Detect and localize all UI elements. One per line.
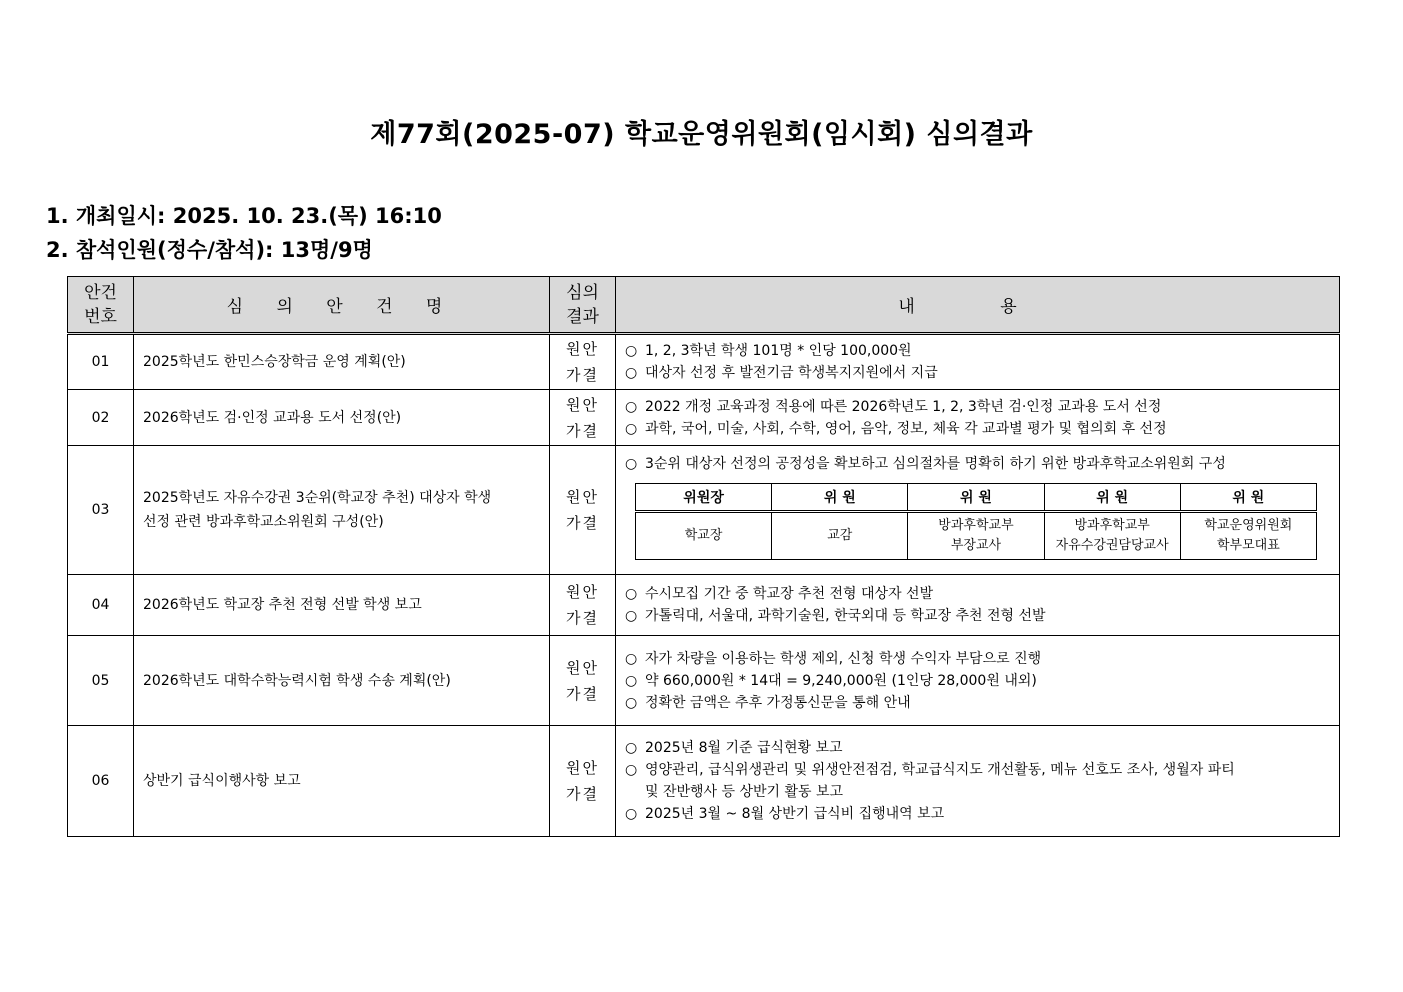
item-name-text: 2025학년도 한민스승장학금 운영 계획(안) — [143, 354, 406, 370]
item-content — [616, 446, 1340, 575]
table-row — [68, 575, 1340, 636]
item-content — [616, 390, 1340, 446]
result-text: 원안 — [566, 395, 599, 414]
item-content — [616, 334, 1340, 390]
item-name-text: 2026학년도 대학수학능력시험 학생 수송 계획(안) — [143, 672, 451, 689]
result-text: 원안 — [566, 340, 599, 358]
content-line — [625, 418, 1331, 440]
content-text: 약 660,000원 * 14대 = 9,240,000원 (1인당 28,000원 내외) — [645, 672, 1037, 689]
item-result — [550, 334, 616, 390]
item-name-text: 2026학년도 검·인정 교과용 도서 선정(안) — [143, 409, 402, 426]
item-content — [616, 636, 1340, 726]
member-text: 자유수강권담당교사 — [1055, 537, 1169, 553]
result-text: 원안 — [566, 488, 599, 506]
content-line — [625, 759, 1331, 781]
committee-role: 위 원 — [908, 483, 1044, 511]
item-name-text: 2025학년도 자유수강권 3순위(학교장 추천) 대상자 학생 — [143, 490, 492, 506]
header-text: 번호 — [84, 306, 117, 327]
table-row — [68, 390, 1340, 446]
content-text: 과학, 국어, 미술, 사회, 수학, 영어, 음악, 정보, 체육 각 교과별 평가 및 협의회 후 선정 — [645, 420, 1167, 437]
circle-bullet-icon: ○ — [625, 740, 638, 756]
content-line — [625, 605, 1331, 627]
header-text: 심의 — [566, 282, 599, 303]
content-line — [625, 737, 1331, 759]
item-number: 03 — [68, 446, 134, 575]
committee-member — [772, 511, 908, 559]
item-name — [134, 334, 550, 390]
item-result — [550, 636, 616, 726]
content-line — [625, 692, 1331, 714]
committee-member-row — [636, 511, 1317, 559]
content-text: 1, 2, 3학년 학생 101명 * 인당 100,000원 — [645, 343, 912, 359]
content-line — [625, 453, 1331, 475]
content-text: 가톨릭대, 서울대, 과학기술원, 한국외대 등 학교장 추천 전형 선발 — [645, 608, 1046, 624]
member-text: 학부모대표 — [1216, 537, 1280, 553]
circle-bullet-icon: ○ — [625, 398, 638, 415]
content-line — [625, 340, 1331, 362]
item-result — [550, 575, 616, 636]
committee-role: 위 원 — [1180, 483, 1316, 511]
result-text: 가결 — [566, 609, 599, 627]
circle-bullet-icon: ○ — [625, 672, 638, 689]
header-result — [550, 277, 616, 334]
content-line — [625, 396, 1331, 418]
result-text: 가결 — [566, 785, 599, 803]
result-text: 가결 — [566, 514, 599, 532]
content-text: 2022 개정 교육과정 적용에 따른 2026학년도 1, 2, 3학년 검·인정 교과용 도서 선정 — [645, 398, 1162, 415]
circle-bullet-icon: ○ — [625, 762, 638, 778]
circle-bullet-icon: ○ — [625, 608, 638, 624]
circle-bullet-icon: ○ — [625, 420, 638, 437]
table-row — [68, 334, 1340, 390]
content-line — [625, 362, 1331, 384]
committee-table — [635, 483, 1317, 560]
member-text: 학교운영위원회 — [1204, 517, 1293, 533]
item-result — [550, 726, 616, 837]
content-line — [625, 583, 1331, 605]
committee-role: 위 원 — [1044, 483, 1180, 511]
content-text: 2025년 8월 기준 급식현황 보고 — [645, 740, 843, 756]
content-text: 수시모집 기간 중 학교장 추천 전형 대상자 선발 — [645, 586, 934, 602]
circle-bullet-icon: ○ — [625, 650, 638, 667]
table-header-row — [68, 277, 1340, 334]
result-text: 가결 — [566, 421, 599, 440]
content-line — [625, 648, 1331, 670]
committee-role: 위 원 — [772, 483, 908, 511]
document-title: 제77회(2025-07) 학교운영위원회(임시회) 심의결과 — [370, 119, 1033, 150]
deliberation-table — [67, 276, 1340, 837]
table-row — [68, 636, 1340, 726]
item-result — [550, 446, 616, 575]
table-row — [68, 726, 1340, 837]
content-text: 2025년 3월 ~ 8월 상반기 급식비 집행내역 보고 — [645, 806, 945, 822]
item-result — [550, 390, 616, 446]
committee-member — [636, 511, 772, 559]
member-text: 학교장 — [684, 527, 723, 543]
content-line — [625, 670, 1331, 692]
circle-bullet-icon: ○ — [625, 343, 638, 359]
item-name — [134, 726, 550, 837]
member-text: 교감 — [827, 527, 853, 543]
committee-member — [1044, 511, 1180, 559]
item-name — [134, 575, 550, 636]
result-text: 원안 — [566, 583, 599, 601]
content-text: 자가 차량을 이용하는 학생 제외, 신청 학생 수익자 부담으로 진행 — [645, 650, 1042, 667]
content-text: 정확한 금액은 추후 가정통신문을 통해 안내 — [645, 694, 911, 711]
item-name — [134, 446, 550, 575]
committee-header-row — [636, 483, 1317, 511]
item-name-text: 2026학년도 학교장 추천 전형 선발 학생 보고 — [143, 597, 422, 613]
content-text: 영양관리, 급식위생관리 및 위생안전점검, 학교급식지도 개선활동, 메뉴 선호도 조사, 생월자 파티 — [645, 762, 1235, 778]
item-name — [134, 636, 550, 726]
content-line-continuation: 및 잔반행사 등 상반기 활동 보고 — [645, 784, 844, 800]
member-text: 방과후학교부 — [1074, 517, 1150, 533]
meeting-date: 1. 개최일시: 2025. 10. 23.(목) 16:10 — [46, 204, 442, 228]
result-text: 가결 — [566, 366, 599, 384]
content-line — [625, 803, 1331, 825]
item-content — [616, 575, 1340, 636]
circle-bullet-icon: ○ — [625, 806, 638, 822]
committee-role: 위원장 — [636, 483, 772, 511]
committee-member — [908, 511, 1044, 559]
item-name — [134, 390, 550, 446]
result-text: 원안 — [566, 759, 599, 777]
attendance: 2. 참석인원(정수/참석): 13명/9명 — [46, 238, 373, 262]
header-content: 내 용 — [616, 277, 1340, 334]
item-number: 01 — [68, 334, 134, 390]
header-item-name: 심 의 안 건 명 — [134, 277, 550, 334]
circle-bullet-icon: ○ — [625, 455, 638, 472]
item-number: 06 — [68, 726, 134, 837]
circle-bullet-icon: ○ — [625, 365, 638, 381]
header-item-number — [68, 277, 134, 334]
circle-bullet-icon: ○ — [625, 586, 638, 602]
circle-bullet-icon: ○ — [625, 694, 638, 711]
header-text: 결과 — [566, 306, 599, 327]
item-number: 04 — [68, 575, 134, 636]
item-name-text: 상반기 급식이행사항 보고 — [143, 773, 301, 789]
table-row — [68, 446, 1340, 575]
item-name-text: 선정 관련 방과후학교소위원회 구성(안) — [143, 514, 384, 530]
item-content — [616, 726, 1340, 837]
item-number: 02 — [68, 390, 134, 446]
header-text: 안건 — [84, 282, 117, 303]
committee-member — [1180, 511, 1316, 559]
content-text: 3순위 대상자 선정의 공정성을 확보하고 심의절차를 명확히 하기 위한 방과후학교소위원회 구성 — [645, 455, 1226, 472]
result-text: 원안 — [566, 658, 599, 677]
item-number: 05 — [68, 636, 134, 726]
member-text: 방과후학교부 — [938, 517, 1014, 533]
member-text: 부장교사 — [950, 537, 1002, 553]
result-text: 가결 — [566, 684, 599, 703]
content-text: 대상자 선정 후 발전기금 학생복지지원에서 지급 — [645, 365, 938, 381]
